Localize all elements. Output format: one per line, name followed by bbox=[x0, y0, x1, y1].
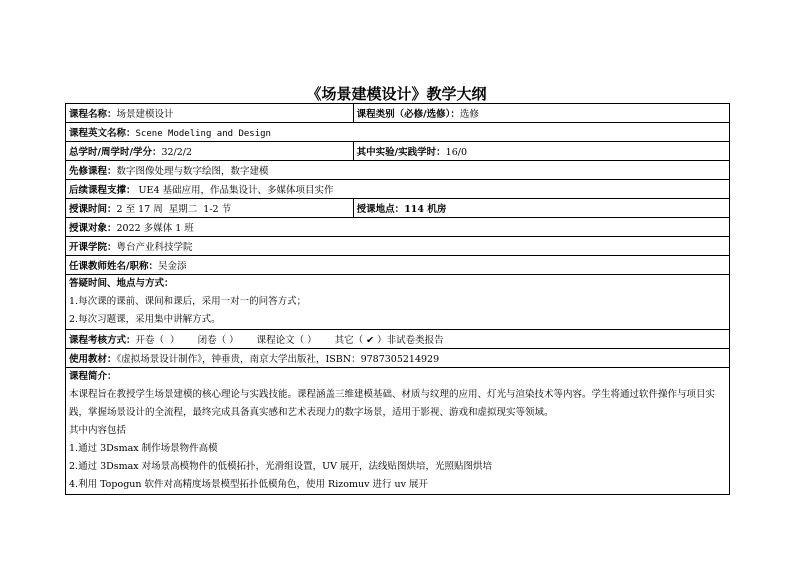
field-label: 开课学院： bbox=[69, 242, 117, 253]
field-label: 授课地点： bbox=[356, 204, 405, 215]
table-row bbox=[66, 180, 730, 199]
document-title: 《场景建模设计》教学大纲 bbox=[306, 85, 487, 103]
field-label: 先修课程： bbox=[69, 166, 117, 177]
assessment-other: 其它（ ✔ ）非试卷类报告 bbox=[334, 335, 444, 346]
course-name: 场景建模设计 bbox=[116, 109, 174, 120]
college: 粤台产业科技学院 bbox=[116, 242, 193, 253]
assessment-paper: 课程论文（ ） bbox=[256, 335, 317, 346]
table-row bbox=[66, 199, 730, 218]
prerequisite: 数字图像处理与数字绘图，数字建模 bbox=[116, 166, 269, 177]
class-time: 2 至 17 周 星期二 1-2 节 bbox=[116, 204, 232, 215]
audience: 2022 多媒体 1 班 bbox=[116, 223, 194, 234]
field-label: 其中实验/实践学时： bbox=[356, 147, 446, 158]
english-name: Scene Modeling and Design bbox=[135, 129, 271, 139]
intro-line: 4.利用 Topogun 软件对高精度场景模型拓扑低模角色，使用 Rizomuv 进行 uv 展开 bbox=[69, 479, 429, 490]
field-label: 课程简介： bbox=[69, 371, 117, 382]
qa-line: 2.每次习题课，采用集中讲解方式。 bbox=[69, 314, 221, 325]
field-label: 使用教材： bbox=[69, 354, 117, 365]
field-label: 课程考核方式： bbox=[69, 335, 136, 346]
table-row bbox=[66, 368, 730, 495]
intro-line: 其中内容包括 bbox=[69, 425, 127, 436]
field-label: 课程类别（必修/选修）： bbox=[356, 109, 460, 120]
qa-line: 1.每次课的课前、课间和课后，采用一对一的问答方式； bbox=[69, 296, 307, 307]
table-row bbox=[66, 104, 730, 123]
table-row bbox=[66, 256, 730, 275]
field-label: 总学时/周学时/学分： bbox=[69, 147, 162, 158]
table-row bbox=[66, 330, 730, 349]
location: 114 机房 bbox=[404, 204, 447, 215]
field-label: 后续课程支撑： bbox=[69, 185, 136, 196]
field-label: 授课对象： bbox=[69, 223, 117, 234]
assessment-open-book: 开卷（ ） bbox=[135, 335, 180, 346]
lab-hours: 16/0 bbox=[445, 147, 467, 158]
field-label: 任课教师姓名/职称： bbox=[69, 261, 158, 272]
intro-line: 2.通过 3Dsmax 对场景高模物件的低模拓扑，光滑组设置，UV 展开，法线贴图烘培，光照贴图烘培 bbox=[69, 461, 493, 472]
syllabus-table bbox=[65, 103, 730, 495]
assessment-closed-book: 闭卷（ ） bbox=[197, 335, 239, 346]
field-label: 授课时间： bbox=[69, 204, 117, 215]
table-row bbox=[66, 123, 730, 142]
course-type: 选修 bbox=[459, 109, 479, 120]
intro-paragraph: 本课程旨在教授学生场景建模的核心理论与实践技能。课程涵盖三维建模基础、材质与纹理的应用、灯光与渲染技术等内容。学生将通过软件操作与项目实践，掌握场景设计的全流程，最终完成具备真实感和艺术表现力的数字场景，适用于影视、游戏和虚拟现实等领域。 bbox=[69, 389, 716, 418]
field-label: 答疑时间、地点与方式： bbox=[69, 278, 174, 289]
hours: 32/2/2 bbox=[161, 147, 193, 158]
table-row bbox=[66, 142, 730, 161]
table-row bbox=[66, 237, 730, 256]
field-label: 课程英文名称： bbox=[69, 128, 136, 139]
follow-up: UE4 基础应用，作品集设计、多媒体项目实作 bbox=[138, 185, 334, 196]
field-label: 课程名称： bbox=[69, 109, 117, 120]
table-row bbox=[66, 161, 730, 180]
textbook: 《虚拟场景设计制作》，钟垂贵，南京大学出版社，ISBN：9787305214929 bbox=[116, 354, 440, 365]
intro-line: 1.通过 3Dsmax 制作场景物件高模 bbox=[69, 443, 218, 454]
table-row bbox=[66, 275, 730, 330]
teacher: 吴金添 bbox=[157, 261, 187, 272]
table-row bbox=[66, 218, 730, 237]
table-row bbox=[66, 349, 730, 368]
